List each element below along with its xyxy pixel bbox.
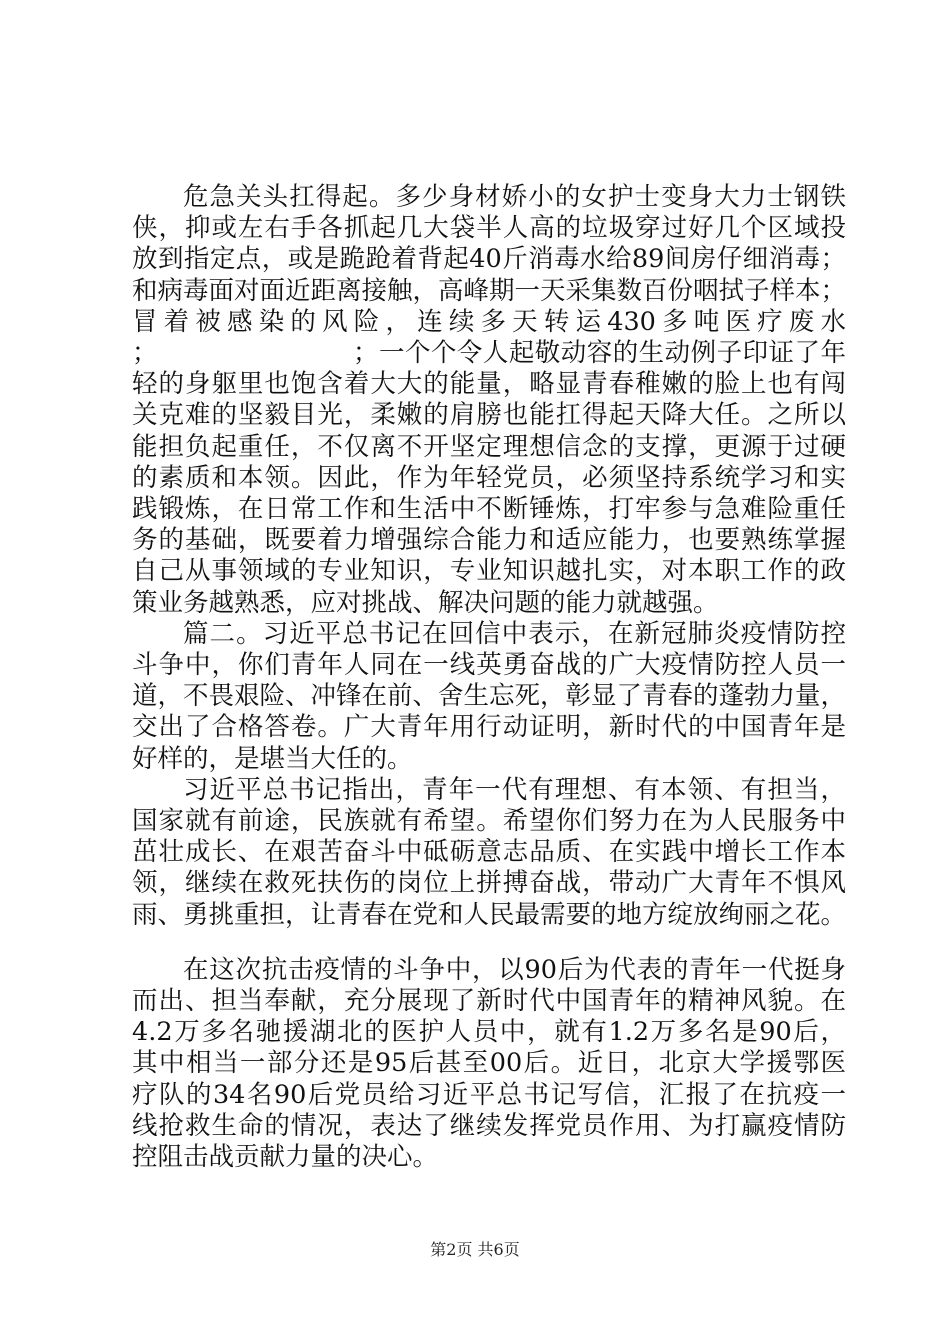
text-line: ； ；一个个令人起敬动容的生动例子印证了年	[132, 338, 846, 368]
text-line: 自己从事领域的专业知识，专业知识越扎实，对本职工作的政	[132, 556, 846, 587]
text-line: 雨、勇挑重担，让青春在党和人民最需要的地方绽放绚丽之花。	[132, 899, 847, 930]
text-line: 习近平总书记指出，青年一代有理想、有本领、有担当，	[183, 774, 846, 805]
text-line: 疗队的34名90后党员给习近平总书记写信，汇报了在抗疫一	[132, 1079, 846, 1110]
text-line: 轻的身躯里也饱含着大大的能量，略显青春稚嫩的脸上也有闯	[132, 369, 846, 400]
text-line: 的素质和本领。因此，作为年轻党员，必须坚持系统学习和实	[132, 462, 846, 493]
text-line: 篇二。习近平总书记在回信中表示，在新冠肺炎疫情防控	[183, 618, 846, 649]
page-number-footer: 第2页 共6页	[430, 1240, 520, 1259]
text-line: 国家就有前途，民族就有希望。希望你们努力在为人民服务中	[132, 806, 846, 836]
text-line: 线抢救生命的情况，表达了继续发挥党员作用、为打赢疫情防	[132, 1110, 846, 1141]
text-line: 践锻炼，在日常工作和生活中不断锤炼，打牢参与急难险重任	[132, 494, 846, 524]
text-line: 能担负起重任，不仅离不开坚定理想信念的支撑，更源于过硬	[132, 431, 846, 462]
text-line: 斗争中，你们青年人同在一线英勇奋战的广大疫情防控人员一	[132, 650, 846, 680]
text-line: 茁壮成长、在艰苦奋斗中砥砺意志品质、在实践中增长工作本	[132, 837, 846, 868]
text-line: 4.2万多名驰援湖北的医护人员中，就有1.2万多名是90后，	[132, 1017, 846, 1048]
text-line: 控阻击战贡献力量的决心。	[132, 1142, 439, 1172]
text-line: 在这次抗击疫情的斗争中，以90后为代表的青年一代挺身	[183, 954, 846, 985]
text-line: 领，继续在救死扶伤的岗位上拼搏奋战，带动广大青年不惧风	[132, 868, 846, 899]
text-line: 其中相当一部分还是95后甚至00后。近日，北京大学援鄂医	[132, 1048, 846, 1079]
text-line: 交出了合格答卷。广大青年用行动证明，新时代的中国青年是	[132, 712, 846, 743]
text-line: 道，不畏艰险、冲锋在前、舍生忘死，彰显了青春的蓬勃力量，	[132, 681, 847, 712]
text-line: 好样的，是堪当大任的。	[132, 743, 413, 774]
text-line: 冒着被感染的风险，连续多天转运430多吨医疗废水	[132, 306, 846, 337]
text-line: 而出、担当奉献，充分展现了新时代中国青年的精神风貌。在	[132, 986, 846, 1016]
text-line: 和病毒面对面近距离接触，高峰期一天采集数百份咽拭子样本；	[132, 275, 847, 306]
text-line: 放到指定点，或是跪跄着背起40斤消毒水给89间房仔细消毒；	[132, 244, 846, 275]
text-line: 务的基础，既要着力增强综合能力和适应能力，也要熟练掌握	[132, 525, 846, 556]
text-line: 关克难的坚毅目光，柔嫩的肩膀也能扛得起天降大任。之所以	[132, 400, 846, 431]
text-line: 侠，抑或左右手各抓起几大袋半人高的垃圾穿过好几个区域投	[132, 213, 846, 244]
text-line: 策业务越熟悉，应对挑战、解决问题的能力就越强。	[132, 587, 719, 618]
text-line: 危急关头扛得起。多少身材娇小的女护士变身大力士钢铁	[183, 182, 846, 212]
